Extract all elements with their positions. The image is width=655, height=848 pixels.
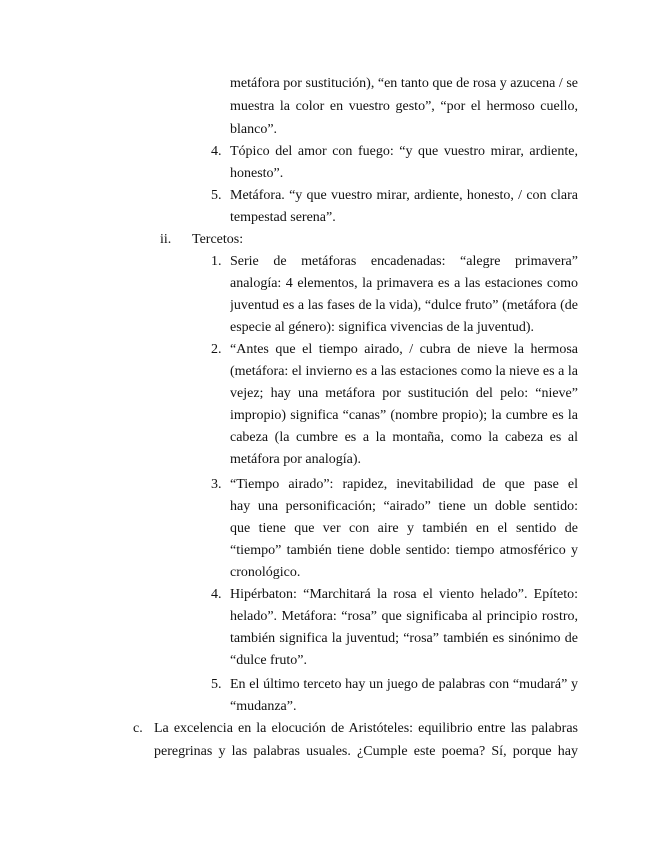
tercetos-item-2-line-1: “Antes que el tiempo airado, / cubra de nieve la hermosa (230, 342, 578, 357)
intro-line-1: metáfora por sustitución), “en tanto que de rosa y azucena / se (230, 76, 578, 91)
section-c-marker: c. (133, 721, 143, 736)
tercetos-item-4-line-1: Hipérbaton: “Marchitará la rosa el viento helado”. Epíteto: (230, 587, 578, 602)
tercetos-item-3-line-5: cronológico. (230, 565, 301, 580)
tercetos-item-4-line-2: helado”. Metáfora: “rosa” que significaba al principio rostro, (230, 609, 578, 624)
tercetos-item-1-line-4: especie al género): significa vivencias de la juventud). (230, 320, 534, 335)
intro-line-3: blanco”. (230, 122, 278, 137)
intro-line-2: muestra la color en vuestro gesto”, “por el hermoso cuello, (230, 99, 578, 114)
tercetos-item-2-number: 2. (211, 342, 222, 357)
tercetos-item-2-line-4: impropio) significa “canas” (nombre propio); la cumbre es la (230, 408, 578, 423)
tercetos-item-2-line-5: cabeza (la cumbre es a la montaña, como la cabeza es al (230, 430, 578, 445)
cuartetos-item-4-line-2: honesto”. (230, 166, 284, 181)
tercetos-item-5-line-2: “mudanza”. (230, 699, 297, 714)
tercetos-item-4-line-4: “dulce fruto”. (230, 653, 307, 668)
cuartetos-item-5-number: 5. (211, 188, 222, 203)
tercetos-item-3-number: 3. (211, 477, 222, 492)
tercetos-item-3-line-2: hay una personificación; “airado” tiene un doble sentido: (230, 499, 578, 514)
tercetos-marker: ii. (160, 232, 172, 247)
tercetos-item-4-line-3: también significa la juventud; “rosa” también es sinónimo de (230, 631, 578, 646)
tercetos-item-2-line-3: vejez; hay una metáfora por sustitución del pelo: “nieve” (230, 386, 578, 401)
cuartetos-item-4-number: 4. (211, 144, 222, 159)
cuartetos-item-5-line-2: tempestad serena”. (230, 210, 336, 225)
tercetos-label: Tercetos: (192, 232, 244, 247)
tercetos-item-4-number: 4. (211, 587, 222, 602)
tercetos-item-5-line-1: En el último terceto hay un juego de palabras con “mudará” y (230, 677, 578, 692)
tercetos-item-3-line-4: “tiempo” también tiene doble sentido: tiempo atmosférico y (230, 543, 578, 558)
tercetos-item-1-line-1: Serie de metáforas encadenadas: “alegre primavera” (230, 254, 578, 269)
tercetos-item-1-line-3: juventud es a las fases de la vida), “dulce fruto” (metáfora (de (230, 298, 578, 313)
tercetos-item-3-line-3: que tiene que ver con aire y también en el sentido de (230, 521, 578, 536)
cuartetos-item-5-line-1: Metáfora. “y que vuestro mirar, ardiente, honesto, / con clara (230, 188, 578, 203)
tercetos-item-3-line-1: “Tiempo airado”: rapidez, inevitabilidad de que pase el (230, 477, 578, 492)
tercetos-item-2-line-2: (metáfora: el invierno es a las estaciones como la nieve es a la (230, 364, 578, 379)
tercetos-item-2-line-6: metáfora por analogía). (230, 452, 361, 467)
section-c-line-1: La excelencia en la elocución de Aristóteles: equilibrio entre las palabras (154, 721, 578, 736)
tercetos-item-1-number: 1. (211, 254, 222, 269)
tercetos-item-1-line-2: analogía: 4 elementos, la primavera es a las estaciones como (230, 276, 578, 291)
tercetos-item-5-number: 5. (211, 677, 222, 692)
cuartetos-item-4-line-1: Tópico del amor con fuego: “y que vuestro mirar, ardiente, (230, 144, 578, 159)
section-c-line-2: peregrinas y las palabras usuales. ¿Cumple este poema? Sí, porque hay (154, 744, 578, 759)
